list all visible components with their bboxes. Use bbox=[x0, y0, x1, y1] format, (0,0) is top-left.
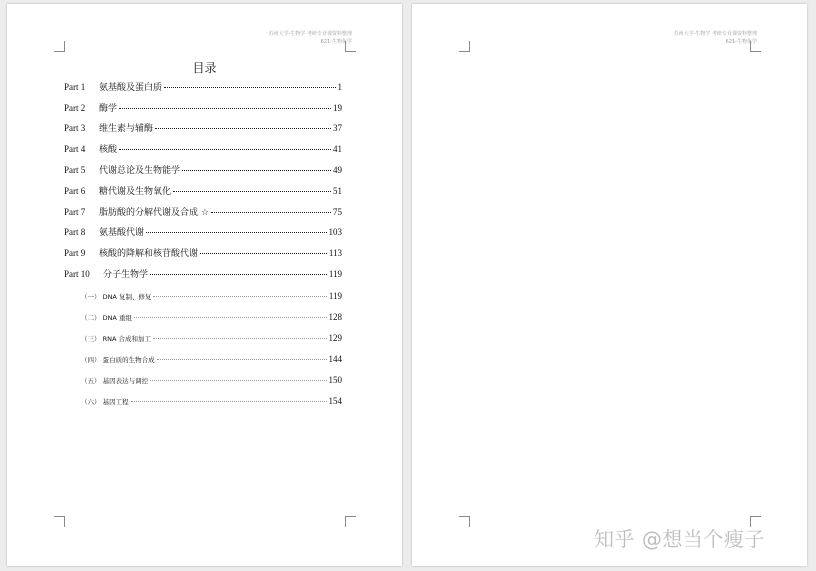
toc-entry-title: 酶学 bbox=[99, 104, 118, 114]
toc-entry-title: 代谢总论及生物能学 bbox=[99, 166, 181, 176]
header-line-2: 621-生物化学 bbox=[320, 39, 352, 45]
toc-subentry[interactable] bbox=[64, 290, 342, 302]
toc-subentry-title: （三） RNA 合成和加工 bbox=[81, 335, 151, 343]
header-line-2: 621-生物化学 bbox=[725, 39, 757, 45]
toc-page-number: 19 bbox=[333, 103, 342, 113]
crop-mark-bottom-left bbox=[459, 516, 470, 527]
document-page-left bbox=[7, 4, 402, 566]
toc-entry[interactable] bbox=[64, 268, 342, 280]
header-line-1: 苏州大学-生物学 考研专业课资料整理 bbox=[268, 31, 352, 37]
toc-subentry-title: （四） 蛋白质的生物合成 bbox=[81, 356, 155, 364]
toc-page-number: 41 bbox=[333, 144, 342, 154]
toc-page-number: 49 bbox=[333, 165, 342, 175]
toc-entry[interactable] bbox=[64, 185, 342, 197]
toc-page-number: 103 bbox=[328, 227, 342, 237]
toc-subentry[interactable] bbox=[64, 332, 342, 344]
toc-subentry[interactable] bbox=[64, 395, 342, 407]
toc-page-number: 150 bbox=[328, 375, 342, 385]
toc-entry[interactable] bbox=[64, 122, 342, 134]
toc-entry[interactable] bbox=[64, 143, 342, 155]
header-line-1: 苏州大学-生物学 考研专业课资料整理 bbox=[673, 31, 757, 37]
toc-subentry[interactable] bbox=[64, 311, 342, 323]
toc-page-number: 119 bbox=[328, 269, 342, 279]
toc-entry-title: 氨基酸代谢 bbox=[99, 228, 145, 238]
toc-leader-dots bbox=[173, 191, 331, 192]
toc-page-number: 144 bbox=[328, 354, 342, 364]
toc-leader-dots bbox=[153, 338, 327, 339]
toc-page-number: 154 bbox=[328, 396, 342, 406]
toc-page-number: 75 bbox=[333, 207, 342, 217]
toc-leader-dots bbox=[119, 149, 331, 150]
toc-subentry[interactable] bbox=[64, 353, 342, 365]
toc-page-number: 113 bbox=[328, 248, 342, 258]
toc-leader-dots bbox=[155, 128, 331, 129]
crop-mark-bottom-right bbox=[345, 516, 356, 527]
toc-subentry-title: （五） 基因表达与调控 bbox=[81, 377, 149, 385]
toc-page-number: 51 bbox=[333, 186, 342, 196]
toc-leader-dots bbox=[157, 359, 327, 360]
toc-entry-title: 分子生物学 bbox=[103, 270, 149, 280]
toc-subentry-title: （二） DNA 重组 bbox=[81, 314, 132, 322]
toc-part-number: Part 3 bbox=[64, 123, 86, 133]
toc-page-number: 37 bbox=[333, 123, 342, 133]
toc-entry-title: 氨基酸及蛋白质 bbox=[99, 83, 163, 93]
toc-part-number: Part 6 bbox=[64, 186, 86, 196]
toc-leader-dots bbox=[119, 108, 331, 109]
toc-entry-title: 核酸 bbox=[99, 145, 118, 155]
crop-mark-bottom-left bbox=[54, 516, 65, 527]
watermark-text: 知乎 @想当个瘦子 bbox=[594, 527, 765, 551]
toc-leader-dots bbox=[211, 212, 331, 213]
toc-page-number: 1 bbox=[337, 82, 342, 92]
toc-entry-title: 糖代谢及生物氧化 bbox=[99, 187, 172, 197]
toc-page-number: 128 bbox=[328, 312, 342, 322]
toc-leader-dots bbox=[182, 170, 331, 171]
toc-leader-dots bbox=[146, 232, 326, 233]
toc-part-number: Part 5 bbox=[64, 165, 86, 175]
page-header bbox=[269, 30, 352, 46]
document-page-right bbox=[412, 4, 807, 566]
toc-leader-dots bbox=[153, 296, 326, 297]
toc-part-number: Part 10 bbox=[64, 269, 90, 279]
toc-entry[interactable] bbox=[64, 102, 342, 114]
toc-subentry[interactable] bbox=[64, 374, 342, 386]
toc-entry[interactable] bbox=[64, 206, 342, 218]
crop-mark-top-left bbox=[459, 41, 470, 52]
toc-leader-dots bbox=[150, 274, 327, 275]
toc-leader-dots bbox=[134, 317, 327, 318]
toc-entry[interactable] bbox=[64, 164, 342, 176]
toc-part-number: Part 2 bbox=[64, 103, 86, 113]
toc-subentry-title: （一） DNA 复制、修复 bbox=[81, 293, 152, 301]
toc-entry[interactable] bbox=[64, 81, 342, 93]
toc-leader-dots bbox=[164, 87, 335, 88]
toc-subentry-title: （六） 基因工程 bbox=[81, 398, 129, 406]
toc-entry-title: 核酸的降解和核苷酸代谢 bbox=[99, 249, 199, 259]
toc-page-number: 129 bbox=[328, 333, 342, 343]
toc-part-number: Part 8 bbox=[64, 227, 86, 237]
toc-entry[interactable] bbox=[64, 226, 342, 238]
toc-part-number: Part 7 bbox=[64, 207, 86, 217]
toc-leader-dots bbox=[131, 401, 327, 402]
page-header bbox=[674, 30, 757, 46]
toc-entry-title: 脂肪酸的分解代谢及合成 ☆ bbox=[99, 208, 209, 218]
toc-entry-title: 维生素与辅酶 bbox=[99, 124, 154, 134]
crop-mark-top-left bbox=[54, 41, 65, 52]
toc-title: 目录 bbox=[192, 61, 217, 75]
toc-part-number: Part 4 bbox=[64, 144, 86, 154]
toc-part-number: Part 9 bbox=[64, 248, 86, 258]
toc-entry[interactable] bbox=[64, 247, 342, 259]
toc-page-number: 119 bbox=[328, 291, 342, 301]
toc-leader-dots bbox=[200, 253, 327, 254]
toc-leader-dots bbox=[150, 380, 326, 381]
toc-part-number: Part 1 bbox=[64, 82, 86, 92]
